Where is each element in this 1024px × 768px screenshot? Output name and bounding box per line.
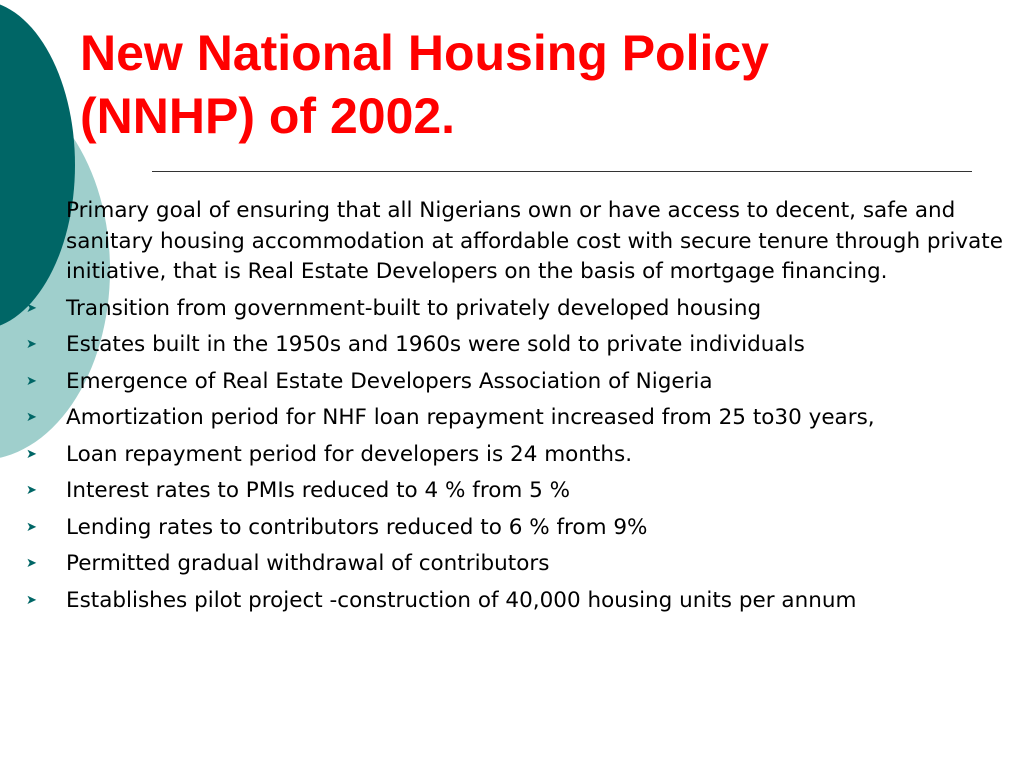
bullet-item xyxy=(0,294,1010,325)
chevron-right-icon: ➤ xyxy=(26,483,37,498)
bullet-item xyxy=(0,367,1010,398)
slide-title-line-2: (NNHP) of 2002. xyxy=(80,88,456,144)
bullet-text: Estates built in the 1950s and 1960s were sold to private individuals xyxy=(66,332,805,357)
bullet-text: Interest rates to PMIs reduced to 4 % from 5 % xyxy=(66,478,571,503)
bullet-item xyxy=(0,440,1010,471)
bullet-item xyxy=(0,513,1010,544)
slide-title-line-1: New National Housing Policy xyxy=(80,25,769,81)
bullet-item xyxy=(0,330,1010,361)
chevron-right-icon: ➤ xyxy=(26,519,37,535)
bullet-text: Lending rates to contributors reduced to 6 % from 9% xyxy=(66,514,648,540)
chevron-right-icon: ➤ xyxy=(26,373,37,389)
chevron-right-icon: ➤ xyxy=(26,446,37,462)
slide-title xyxy=(80,22,980,148)
title-divider xyxy=(152,171,972,172)
bullet-item xyxy=(0,476,1010,507)
bullet-list xyxy=(0,294,1010,617)
bullet-item xyxy=(0,549,1010,580)
bullet-item xyxy=(0,586,1010,617)
chevron-right-icon: ➤ xyxy=(26,592,37,608)
bullet-item xyxy=(0,403,1010,434)
chevron-right-icon: ➤ xyxy=(26,300,37,316)
chevron-right-icon: ➤ xyxy=(26,556,37,571)
bullet-text: Permitted gradual withdrawal of contributors xyxy=(66,551,550,576)
bullet-text: Establishes pilot project -construction of 40,000 housing units per annum xyxy=(66,587,857,613)
bullet-text: Loan repayment period for developers is 24 months. xyxy=(66,441,633,467)
bullet-text: Amortization period for NHF loan repayment increased from 25 to30 years, xyxy=(66,405,875,430)
bullet-text: Emergence of Real Estate Developers Association of Nigeria xyxy=(66,368,713,394)
intro-paragraph: Primary goal of ensuring that all Nigerians own or have access to decent, safe and sanitary housing accommodation at affordable cost with secure tenure through private initiative, that is Real Estate Developers on the basis of mortgage financing. xyxy=(66,198,1003,284)
chevron-right-icon: ➤ xyxy=(26,337,37,352)
chevron-right-icon: ➤ xyxy=(26,410,37,425)
bullet-text: Transition from government-built to privately developed housing xyxy=(66,295,762,321)
slide-body xyxy=(0,196,1010,622)
